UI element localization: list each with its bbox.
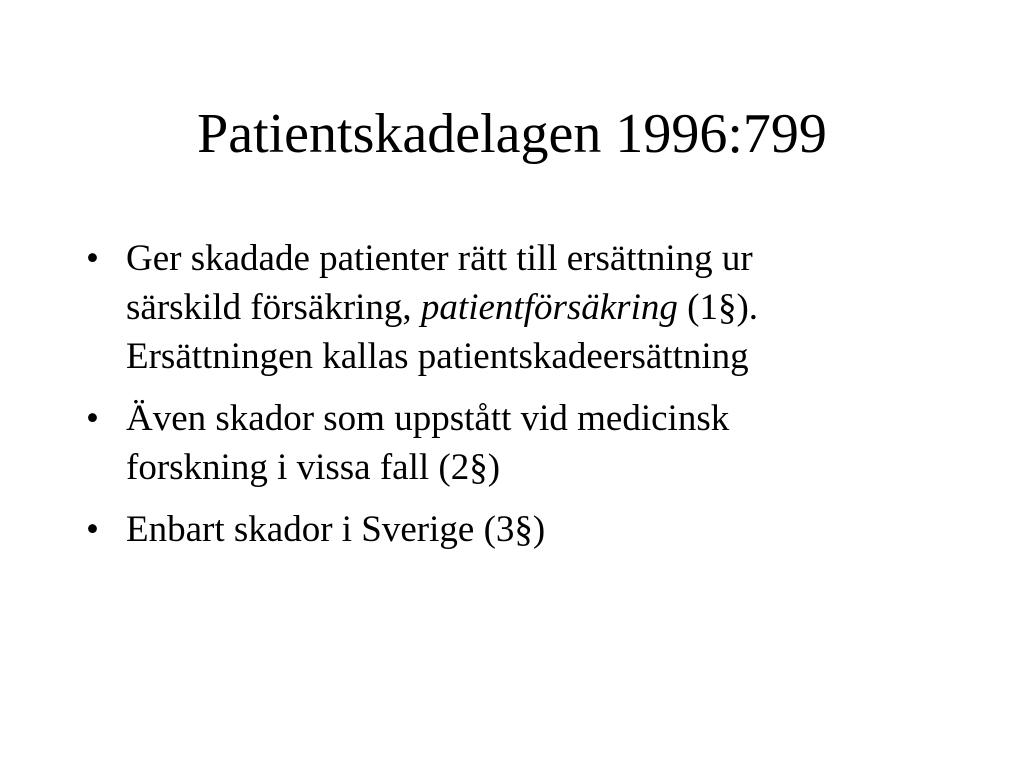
bullet-1-line-2-post: (1§). [677, 287, 759, 328]
bullet-2-line-1: Även skador som uppstått vid medicinsk [126, 398, 730, 439]
slide-title: Patientskadelagen 1996:799 [197, 103, 827, 165]
bullet-1-line-3: Ersättningen kallas patientskadeersättning [126, 336, 749, 377]
bullet-2-line-2: forskning i vissa fall (2§) [126, 447, 501, 488]
bullet-item-3 [86, 505, 956, 554]
bullet-icon: • [86, 509, 99, 550]
bullet-icon: • [86, 398, 99, 439]
bullet-icon: • [86, 238, 99, 279]
bullet-1-emphasis: patientförsäkring [420, 287, 678, 328]
bullet-1-line-1: Ger skadade patienter rätt till ersättning ur [126, 238, 753, 279]
bullet-item-1 [86, 234, 956, 381]
bullet-list [86, 234, 956, 567]
bullet-text [126, 394, 956, 492]
bullet-item-2 [86, 394, 956, 492]
bullet-text [126, 234, 956, 381]
bullet-3-line-1: Enbart skador i Sverige (3§) [126, 509, 546, 550]
bullet-1-line-2-pre: särskild försäkring, [126, 287, 421, 328]
bullet-text [126, 505, 956, 554]
